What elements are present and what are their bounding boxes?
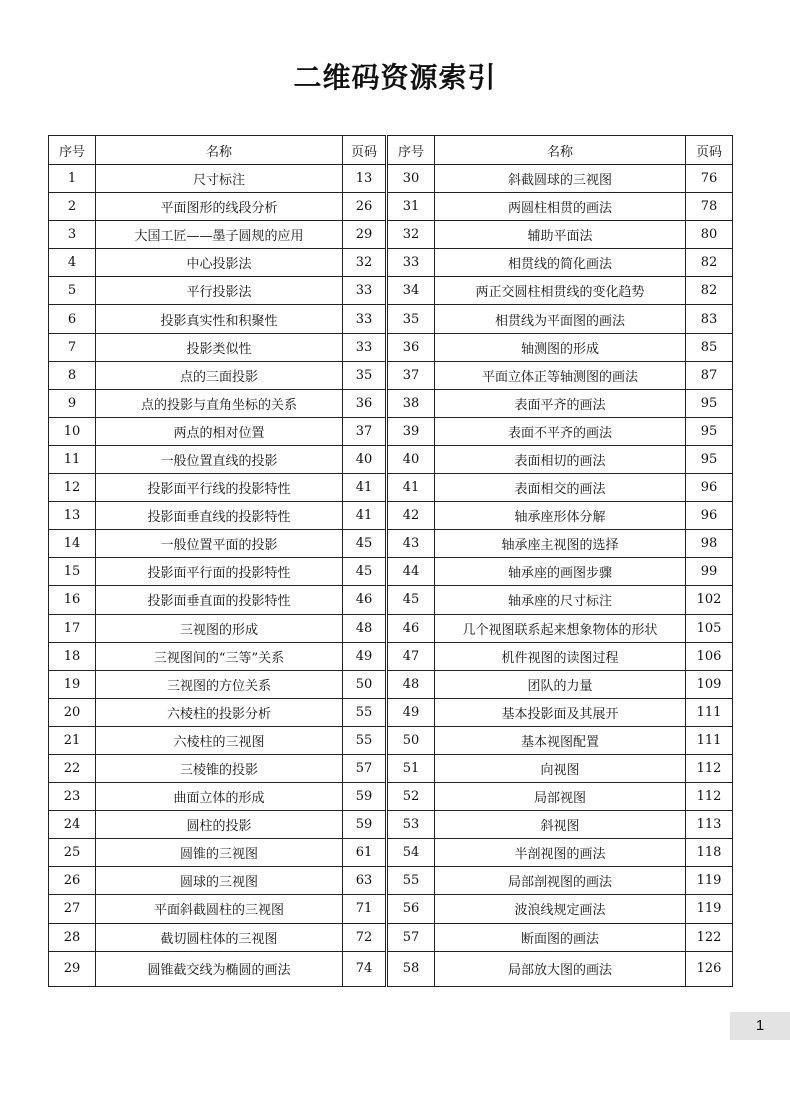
row-page: 95 (686, 417, 733, 445)
row-seq: 56 (387, 895, 435, 923)
row-seq: 21 (49, 726, 96, 754)
table-row (49, 558, 733, 586)
header-name-left: 名称 (96, 136, 343, 165)
row-name: 圆球的三视图 (96, 867, 343, 895)
row-seq: 28 (49, 923, 96, 951)
row-name: 机件视图的读图过程 (435, 642, 686, 670)
row-seq: 32 (387, 221, 435, 249)
row-name: 投影面平行线的投影特性 (96, 474, 343, 502)
row-page: 111 (686, 726, 733, 754)
row-name: 波浪线规定画法 (435, 895, 686, 923)
row-seq: 1 (49, 165, 96, 193)
row-page: 76 (686, 165, 733, 193)
row-name: 平面斜截圆柱的三视图 (96, 895, 343, 923)
row-seq: 39 (387, 417, 435, 445)
row-name: 向视图 (435, 754, 686, 782)
table-row (49, 165, 733, 193)
table-row (49, 221, 733, 249)
row-page: 55 (343, 698, 387, 726)
row-name: 圆锥截交线为椭圆的画法 (96, 951, 343, 986)
row-name: 投影真实性和积聚性 (96, 305, 343, 333)
row-name: 两圆柱相贯的画法 (435, 193, 686, 221)
row-page: 95 (686, 389, 733, 417)
row-seq: 51 (387, 754, 435, 782)
row-seq: 29 (49, 951, 96, 986)
header-seq-left: 序号 (49, 136, 96, 165)
row-page: 82 (686, 249, 733, 277)
row-name: 表面平齐的画法 (435, 389, 686, 417)
row-seq: 30 (387, 165, 435, 193)
row-name: 投影面垂直线的投影特性 (96, 502, 343, 530)
table-row (49, 642, 733, 670)
row-seq: 10 (49, 417, 96, 445)
row-name: 相贯线的简化画法 (435, 249, 686, 277)
row-name: 六棱柱的三视图 (96, 726, 343, 754)
row-seq: 7 (49, 333, 96, 361)
row-page: 80 (686, 221, 733, 249)
table-row (49, 474, 733, 502)
row-seq: 34 (387, 277, 435, 305)
row-page: 98 (686, 530, 733, 558)
row-seq: 13 (49, 502, 96, 530)
row-page: 111 (686, 698, 733, 726)
row-seq: 26 (49, 867, 96, 895)
table-row (49, 417, 733, 445)
row-name: 平面立体正等轴测图的画法 (435, 361, 686, 389)
row-name: 三棱锥的投影 (96, 754, 343, 782)
table-row (49, 895, 733, 923)
row-name: 截切圆柱体的三视图 (96, 923, 343, 951)
row-seq: 57 (387, 923, 435, 951)
row-name: 表面相切的画法 (435, 445, 686, 473)
row-name: 团队的力量 (435, 670, 686, 698)
row-page: 29 (343, 221, 387, 249)
row-seq: 53 (387, 811, 435, 839)
row-page: 26 (343, 193, 387, 221)
row-seq: 55 (387, 867, 435, 895)
row-name: 一般位置直线的投影 (96, 445, 343, 473)
row-seq: 4 (49, 249, 96, 277)
table-row (49, 698, 733, 726)
row-seq: 6 (49, 305, 96, 333)
row-seq: 50 (387, 726, 435, 754)
table-row (49, 839, 733, 867)
row-name: 半剖视图的画法 (435, 839, 686, 867)
row-page: 33 (343, 333, 387, 361)
row-seq: 23 (49, 783, 96, 811)
row-name: 表面不平齐的画法 (435, 417, 686, 445)
row-seq: 15 (49, 558, 96, 586)
row-page: 57 (343, 754, 387, 782)
table-row (49, 614, 733, 642)
row-seq: 49 (387, 698, 435, 726)
row-name: 几个视图联系起来想象物体的形状 (435, 614, 686, 642)
row-page: 32 (343, 249, 387, 277)
row-name: 圆柱的投影 (96, 811, 343, 839)
row-page: 74 (343, 951, 387, 986)
row-seq: 22 (49, 754, 96, 782)
row-name: 三视图的方位关系 (96, 670, 343, 698)
row-page: 82 (686, 277, 733, 305)
row-name: 基本投影面及其展开 (435, 698, 686, 726)
row-name: 两正交圆柱相贯线的变化趋势 (435, 277, 686, 305)
row-page: 49 (343, 642, 387, 670)
row-seq: 40 (387, 445, 435, 473)
row-seq: 3 (49, 221, 96, 249)
page-number: 1 (730, 1012, 790, 1040)
row-seq: 58 (387, 951, 435, 986)
row-seq: 33 (387, 249, 435, 277)
row-seq: 5 (49, 277, 96, 305)
page-title: 二维码资源索引 (293, 61, 497, 94)
row-page: 35 (343, 361, 387, 389)
table-row (49, 333, 733, 361)
row-page: 106 (686, 642, 733, 670)
table-row (49, 726, 733, 754)
row-page: 13 (343, 165, 387, 193)
row-page: 45 (343, 530, 387, 558)
row-seq: 31 (387, 193, 435, 221)
row-page: 33 (343, 277, 387, 305)
row-seq: 35 (387, 305, 435, 333)
row-name: 斜视图 (435, 811, 686, 839)
row-seq: 24 (49, 811, 96, 839)
row-name: 投影类似性 (96, 333, 343, 361)
row-seq: 18 (49, 642, 96, 670)
row-seq: 54 (387, 839, 435, 867)
row-name: 三视图间的“三等”关系 (96, 642, 343, 670)
resource-index-table (48, 135, 732, 987)
row-name: 曲面立体的形成 (96, 783, 343, 811)
row-seq: 43 (387, 530, 435, 558)
row-page: 113 (686, 811, 733, 839)
row-seq: 20 (49, 698, 96, 726)
row-seq: 41 (387, 474, 435, 502)
table-row (49, 530, 733, 558)
row-name: 轴承座形体分解 (435, 502, 686, 530)
row-page: 50 (343, 670, 387, 698)
table-row (49, 586, 733, 614)
row-page: 61 (343, 839, 387, 867)
row-seq: 45 (387, 586, 435, 614)
table-row (49, 445, 733, 473)
table-row (49, 783, 733, 811)
table-row (49, 249, 733, 277)
row-seq: 38 (387, 389, 435, 417)
row-page: 37 (343, 417, 387, 445)
row-seq: 47 (387, 642, 435, 670)
row-seq: 16 (49, 586, 96, 614)
row-page: 118 (686, 839, 733, 867)
row-page: 55 (343, 726, 387, 754)
row-page: 99 (686, 558, 733, 586)
row-name: 轴承座主视图的选择 (435, 530, 686, 558)
row-seq: 44 (387, 558, 435, 586)
row-page: 96 (686, 502, 733, 530)
table-row (49, 361, 733, 389)
row-page: 40 (343, 445, 387, 473)
row-name: 轴测图的形成 (435, 333, 686, 361)
row-name: 平面图形的线段分析 (96, 193, 343, 221)
row-page: 41 (343, 474, 387, 502)
row-seq: 11 (49, 445, 96, 473)
row-seq: 2 (49, 193, 96, 221)
row-page: 71 (343, 895, 387, 923)
row-seq: 36 (387, 333, 435, 361)
row-name: 点的投影与直角坐标的关系 (96, 389, 343, 417)
row-seq: 48 (387, 670, 435, 698)
row-name: 斜截圆球的三视图 (435, 165, 686, 193)
row-name: 断面图的画法 (435, 923, 686, 951)
row-page: 72 (343, 923, 387, 951)
row-page: 46 (343, 586, 387, 614)
row-name: 局部放大图的画法 (435, 951, 686, 986)
row-name: 两点的相对位置 (96, 417, 343, 445)
row-name: 平行投影法 (96, 277, 343, 305)
row-page: 36 (343, 389, 387, 417)
table-row (49, 811, 733, 839)
row-page: 126 (686, 951, 733, 986)
header-name-right: 名称 (435, 136, 686, 165)
table-row (49, 670, 733, 698)
table-row (49, 277, 733, 305)
row-name: 六棱柱的投影分析 (96, 698, 343, 726)
row-page: 122 (686, 923, 733, 951)
row-seq: 19 (49, 670, 96, 698)
table-row (49, 951, 733, 986)
row-seq: 8 (49, 361, 96, 389)
table-row (49, 923, 733, 951)
row-seq: 46 (387, 614, 435, 642)
row-name: 一般位置平面的投影 (96, 530, 343, 558)
row-seq: 17 (49, 614, 96, 642)
row-name: 圆锥的三视图 (96, 839, 343, 867)
row-page: 78 (686, 193, 733, 221)
row-page: 59 (343, 783, 387, 811)
row-seq: 9 (49, 389, 96, 417)
row-page: 83 (686, 305, 733, 333)
header-page-right: 页码 (686, 136, 733, 165)
row-name: 点的三面投影 (96, 361, 343, 389)
row-page: 48 (343, 614, 387, 642)
row-page: 63 (343, 867, 387, 895)
row-name: 相贯线为平面图的画法 (435, 305, 686, 333)
row-name: 尺寸标注 (96, 165, 343, 193)
row-seq: 12 (49, 474, 96, 502)
row-seq: 27 (49, 895, 96, 923)
row-name: 中心投影法 (96, 249, 343, 277)
row-page: 95 (686, 445, 733, 473)
row-page: 102 (686, 586, 733, 614)
row-page: 41 (343, 502, 387, 530)
row-name: 投影面垂直面的投影特性 (96, 586, 343, 614)
row-seq: 37 (387, 361, 435, 389)
row-name: 辅助平面法 (435, 221, 686, 249)
row-name: 大国工匠——墨子圆规的应用 (96, 221, 343, 249)
header-seq-right: 序号 (387, 136, 435, 165)
row-page: 87 (686, 361, 733, 389)
row-name: 三视图的形成 (96, 614, 343, 642)
row-name: 轴承座的画图步骤 (435, 558, 686, 586)
table-row (49, 867, 733, 895)
row-page: 119 (686, 895, 733, 923)
row-page: 45 (343, 558, 387, 586)
row-name: 投影面平行面的投影特性 (96, 558, 343, 586)
row-seq: 42 (387, 502, 435, 530)
row-name: 轴承座的尺寸标注 (435, 586, 686, 614)
row-name: 基本视图配置 (435, 726, 686, 754)
row-page: 33 (343, 305, 387, 333)
row-page: 112 (686, 783, 733, 811)
row-name: 局部剖视图的画法 (435, 867, 686, 895)
row-seq: 14 (49, 530, 96, 558)
row-page: 96 (686, 474, 733, 502)
row-seq: 25 (49, 839, 96, 867)
row-name: 局部视图 (435, 783, 686, 811)
table-row (49, 389, 733, 417)
table-row (49, 502, 733, 530)
row-page: 85 (686, 333, 733, 361)
table-row (49, 754, 733, 782)
header-page-left: 页码 (343, 136, 387, 165)
row-name: 表面相交的画法 (435, 474, 686, 502)
row-page: 109 (686, 670, 733, 698)
row-page: 59 (343, 811, 387, 839)
table-row (49, 305, 733, 333)
table-header-row (49, 136, 733, 165)
row-page: 119 (686, 867, 733, 895)
row-page: 112 (686, 754, 733, 782)
row-page: 105 (686, 614, 733, 642)
row-seq: 52 (387, 783, 435, 811)
table-row (49, 193, 733, 221)
